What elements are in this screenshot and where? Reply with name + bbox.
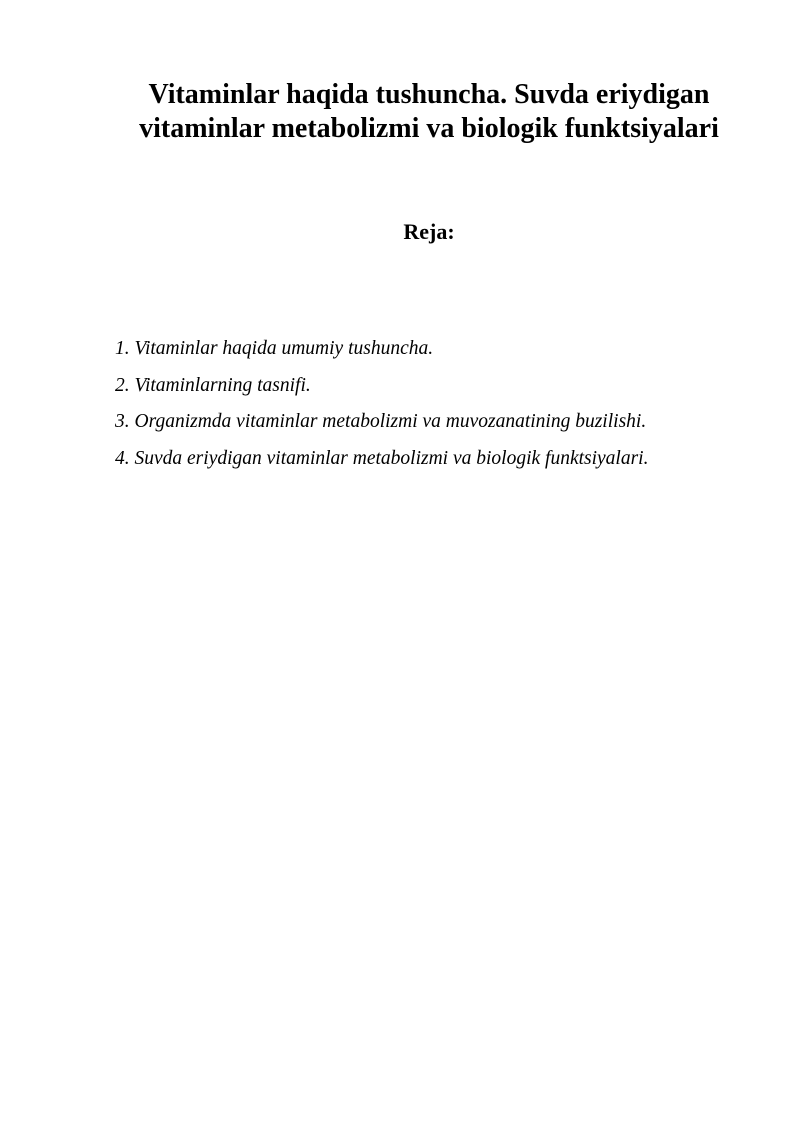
plan-heading: Reja: [403, 219, 455, 244]
document-title-line-2: vitaminlar metabolizmi va biologik funktsiyalari [139, 113, 719, 144]
plan-item-4: 4. Suvda eriydigan vitaminlar metabolizmi va biologik funktsiyalari. [115, 447, 649, 469]
document-title-line-1: Vitaminlar haqida tushuncha. Suvda eriydigan [148, 79, 710, 110]
plan-list [115, 331, 765, 477]
plan-item-1: 1. Vitaminlar haqida umumiy tushuncha. [115, 338, 434, 359]
plan-item-3: 3. Organizmda vitaminlar metabolizmi va muvozanatining buzilishi. [115, 411, 647, 432]
plan-item-2: 2. Vitaminlarning tasnifi. [115, 374, 311, 396]
document-title [100, 78, 758, 146]
